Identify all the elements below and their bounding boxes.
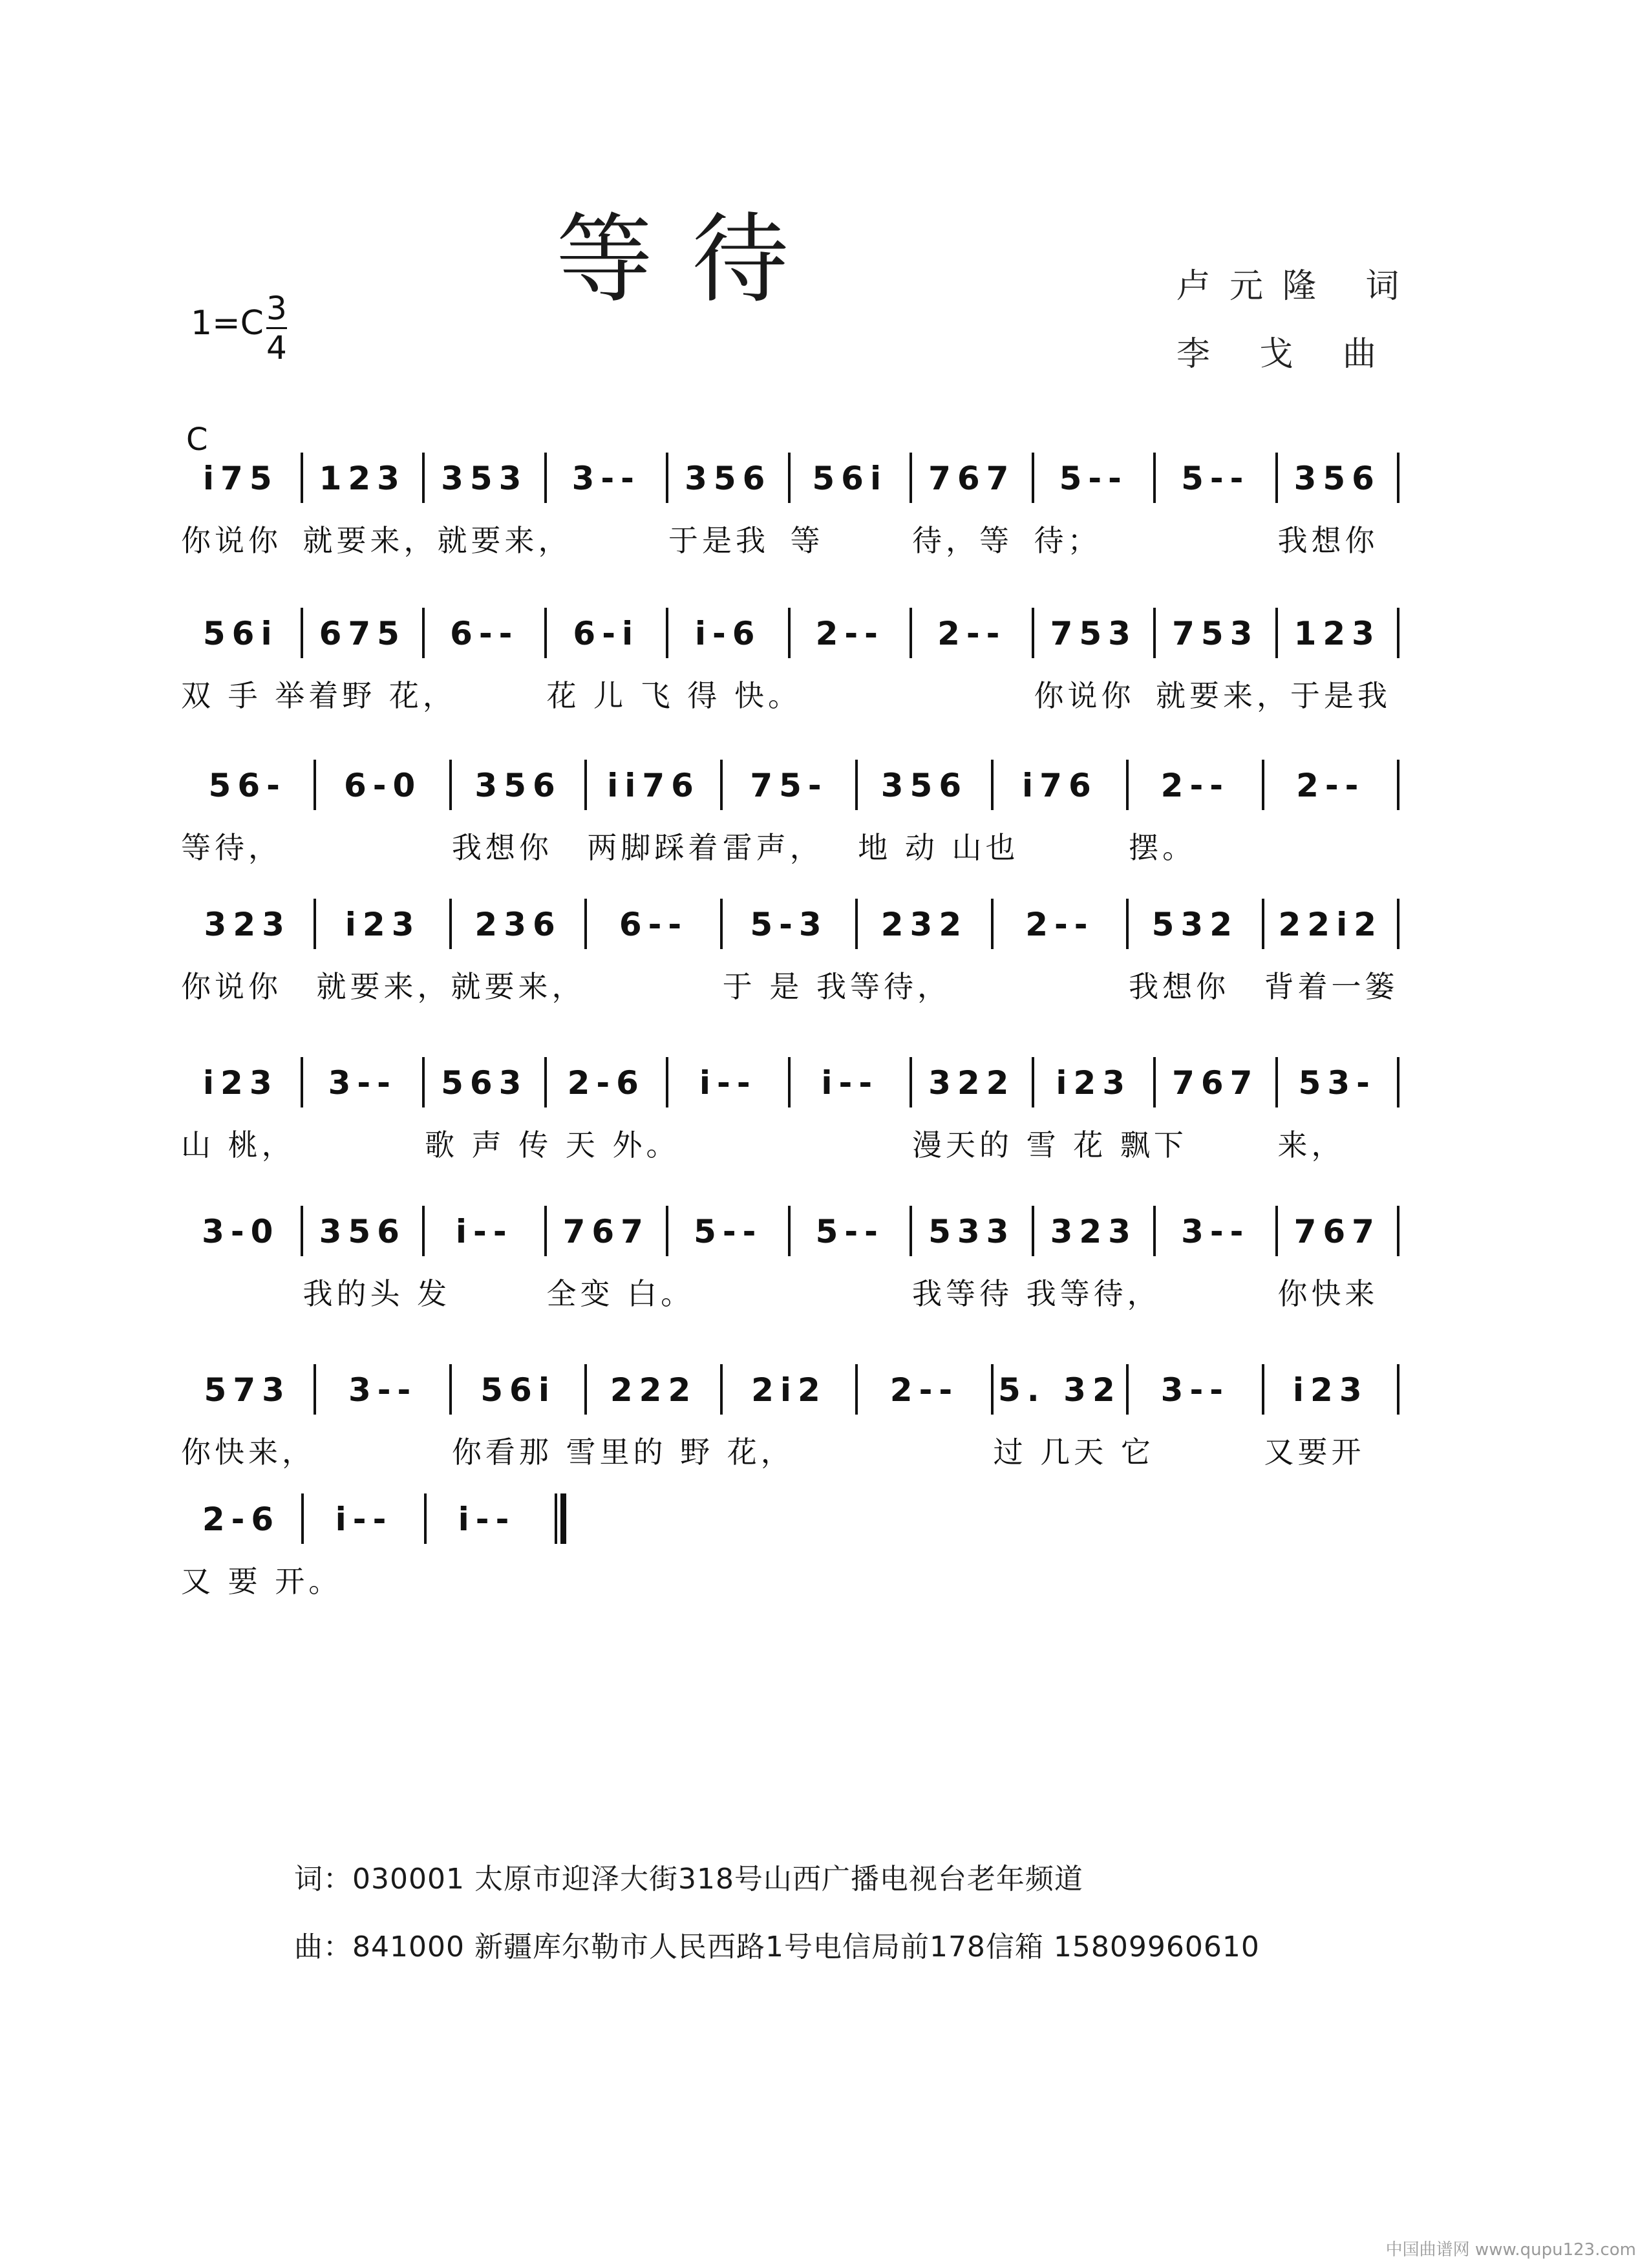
lyrics-row <box>180 1122 1398 1167</box>
notes-row <box>180 1358 1398 1422</box>
measure: 56- <box>208 767 286 804</box>
measure: 563 <box>441 1064 528 1102</box>
lyric-text: 又要开 <box>1264 1435 1365 1470</box>
measure: 2-- <box>937 615 1006 652</box>
measure: 222 <box>610 1371 697 1409</box>
watermark: 中国曲谱网 www.qupu123.com <box>1385 2240 1636 2260</box>
notes-row <box>180 1199 1398 1264</box>
measure: 6-i <box>573 615 640 652</box>
measure: 753 <box>1172 615 1259 652</box>
measure: 3-- <box>1160 1371 1229 1409</box>
lyric-text: 歌 声 传 天 外。 <box>425 1128 680 1162</box>
notes-row <box>180 753 1398 818</box>
lyric-text: 花 儿 飞 得 快。 <box>546 678 802 713</box>
lyric-text: 你说你 <box>181 969 282 1004</box>
measure: i-- <box>699 1064 757 1102</box>
lyric-text: 摆。 <box>1129 830 1197 865</box>
measure: 6-- <box>450 615 519 652</box>
lyric-text: 你看那 雪里的 野 花， <box>451 1435 794 1470</box>
measure: 767 <box>928 460 1016 497</box>
song-title: 等待 <box>556 204 828 316</box>
measure: 232 <box>880 906 968 943</box>
time-signature <box>266 290 287 367</box>
measure: 767 <box>1172 1064 1259 1102</box>
measure: 3-0 <box>202 1213 280 1250</box>
lyrics-row <box>180 672 1398 718</box>
key-signature: 1=C <box>191 304 264 343</box>
measure: 3-- <box>328 1064 397 1102</box>
measure: 2-- <box>1025 906 1094 943</box>
measure: 323 <box>204 906 291 943</box>
lyric-text: 于 是 我等待， <box>722 969 952 1004</box>
measure: 5-3 <box>750 906 828 943</box>
measure: 767 <box>1293 1213 1381 1250</box>
barline <box>1397 453 1399 503</box>
measure: 573 <box>204 1371 291 1409</box>
lyric-text: 待，等 <box>912 523 1013 558</box>
notes-row <box>180 1487 1398 1552</box>
lyric-text: 过 几天 它 <box>993 1435 1154 1470</box>
lyric-text: 就要来，就要来， <box>316 969 586 1004</box>
measure: 2-6 <box>202 1501 281 1538</box>
barline <box>1397 1206 1399 1256</box>
measure: i23 <box>202 1064 279 1102</box>
measure: 123 <box>319 460 406 497</box>
notes-row <box>180 1051 1398 1115</box>
measure: i76 <box>1022 767 1098 804</box>
final-barline <box>555 1493 566 1544</box>
lyrics-row <box>180 1558 1398 1603</box>
measure: 5-- <box>694 1213 763 1250</box>
lyric-text: 我想你 <box>451 830 553 865</box>
staff-line-6 <box>180 1199 1398 1367</box>
staff-line-1 <box>180 446 1398 614</box>
barline <box>1397 899 1399 949</box>
barline <box>1397 1364 1399 1415</box>
measure: i-- <box>458 1501 516 1538</box>
staff-line-5 <box>180 1051 1398 1219</box>
lyric-text: 山 桃， <box>181 1128 295 1162</box>
lyric-text: 两脚踩着 <box>587 830 722 865</box>
measure: 323 <box>1050 1213 1137 1250</box>
lyric-text: 就要来，就要来， <box>303 523 572 558</box>
measure: 56i <box>202 615 279 652</box>
footer-lyricist-address: 词：030001 太原市迎泽大街318号山西广播电视台老年频道 <box>294 1863 1083 1896</box>
lyric-text: 我想你 <box>1277 523 1379 558</box>
measure: 22i2 <box>1278 906 1383 943</box>
time-signature-bottom: 4 <box>266 329 287 367</box>
lyrics-row <box>180 517 1398 562</box>
measure: 6-0 <box>343 767 422 804</box>
measure: 322 <box>928 1064 1016 1102</box>
notes-row <box>180 892 1398 957</box>
measure: 2-- <box>1296 767 1365 804</box>
lyric-text: 漫天的 雪 花 飘下 <box>912 1128 1187 1162</box>
measure: 53- <box>1298 1064 1376 1102</box>
measure: i-6 <box>694 615 761 652</box>
measure: 75- <box>750 767 828 804</box>
lyric-text: 你说你 <box>181 523 282 558</box>
lyric-text: 我等待 我等待， <box>912 1276 1161 1311</box>
measure: 2i2 <box>751 1371 827 1409</box>
barline <box>1397 608 1399 658</box>
measure: 3-- <box>571 460 641 497</box>
measure: i23 <box>1056 1064 1132 1102</box>
lyrics-row <box>180 963 1398 1009</box>
barline <box>1397 1057 1399 1107</box>
measure: 2-6 <box>567 1064 645 1102</box>
measure: 2-- <box>815 615 884 652</box>
measure: 753 <box>1050 615 1137 652</box>
measure: 353 <box>441 460 528 497</box>
barline <box>1397 760 1399 810</box>
lyric-text: 我的头 发 <box>303 1276 451 1311</box>
lyrics-row <box>180 1429 1398 1474</box>
lyric-text: 全变 白。 <box>546 1276 695 1311</box>
lyric-text: 就要来，于是我 <box>1156 678 1391 713</box>
measure: i23 <box>1292 1371 1368 1409</box>
measure: 5-- <box>1059 460 1128 497</box>
measure: 533 <box>928 1213 1016 1250</box>
lyric-text: 你快来， <box>181 1435 315 1470</box>
measure: ii76 <box>607 767 700 804</box>
measure: 3-- <box>348 1371 418 1409</box>
staff-line-2 <box>180 601 1398 769</box>
measure: 675 <box>319 615 406 652</box>
measure: i75 <box>202 460 279 497</box>
lyric-text: 待； <box>1034 523 1101 558</box>
measure: 3-- <box>1181 1213 1250 1250</box>
measure: 2-- <box>889 1371 959 1409</box>
measure: 56i <box>480 1371 556 1409</box>
measure: 236 <box>474 906 562 943</box>
lyric-text: 来， <box>1277 1128 1345 1162</box>
composer-credit: 李 戈 曲 <box>1176 335 1396 374</box>
measure: 767 <box>562 1213 650 1250</box>
measure: 6-- <box>619 906 688 943</box>
lyricist-credit: 卢元隆 词 <box>1176 267 1419 306</box>
measure: 532 <box>1151 906 1239 943</box>
lyrics-row <box>180 824 1398 870</box>
staff-line-8 <box>180 1487 1398 1655</box>
lyric-text: 双 手 举着野 花， <box>181 678 456 713</box>
measure: 356 <box>1293 460 1381 497</box>
lyric-text: 于是我 <box>668 523 769 558</box>
measure: 5-- <box>1181 460 1250 497</box>
measure: 356 <box>474 767 562 804</box>
lyric-text: 地 动 山也 <box>858 830 1019 865</box>
notes-row <box>180 446 1398 511</box>
measure: 123 <box>1293 615 1381 652</box>
measure: i-- <box>821 1064 879 1102</box>
measure: 2-- <box>1160 767 1229 804</box>
staff-line-4 <box>180 892 1398 1060</box>
lyric-text: 又 要 开。 <box>181 1564 343 1599</box>
notes-row <box>180 601 1398 666</box>
measure: 356 <box>319 1213 406 1250</box>
measure: i-- <box>455 1213 513 1250</box>
time-signature-top: 3 <box>266 290 287 329</box>
measure: i23 <box>345 906 421 943</box>
measure: 356 <box>880 767 968 804</box>
lyrics-row <box>180 1270 1398 1316</box>
lyric-text: 你说你 <box>1034 678 1135 713</box>
measure: 5-- <box>815 1213 884 1250</box>
lyric-text: 等 <box>790 523 824 558</box>
footer-composer-address: 曲：841000 新疆库尔勒市人民西路1号电信局前178信箱 15809960610 <box>294 1931 1260 1963</box>
lyric-text: 等待， <box>181 830 282 865</box>
lyric-text: 背着一篓 <box>1264 969 1399 1004</box>
chord-symbol: C <box>186 422 208 458</box>
measure: 356 <box>685 460 772 497</box>
lyric-text: 我想你 <box>1129 969 1230 1004</box>
lyric-text: 雷声， <box>722 830 824 865</box>
measure: i-- <box>335 1501 393 1538</box>
measure: 56i <box>812 460 888 497</box>
measure: 5. 32 <box>997 1371 1122 1409</box>
lyric-text: 你快来 <box>1277 1276 1379 1311</box>
